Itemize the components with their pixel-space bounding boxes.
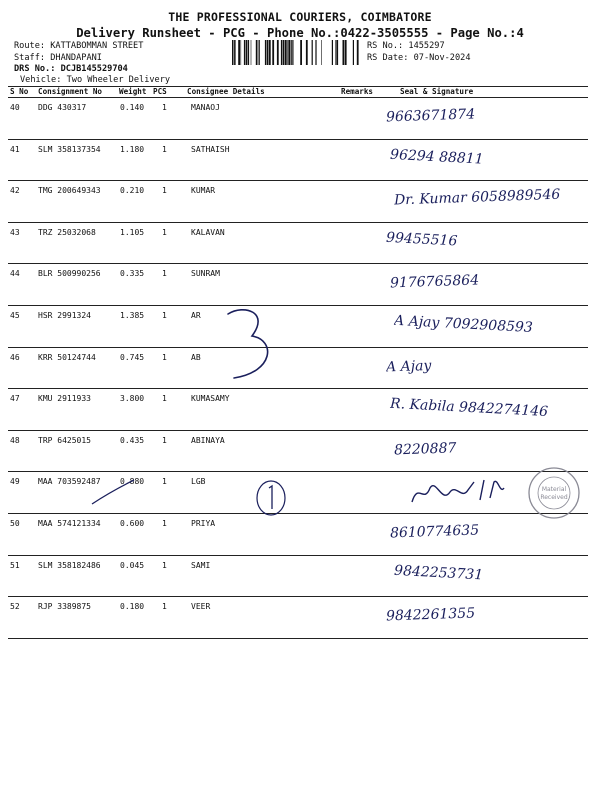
cell-pcs: 1	[162, 227, 167, 237]
staff-line	[14, 53, 102, 63]
cell-pcs: 1	[162, 186, 167, 196]
barcode-bar	[251, 40, 252, 65]
drs-label: DRS No.:	[14, 64, 56, 74]
cell-weight: 0.880	[120, 477, 145, 487]
barcode-bar	[258, 40, 259, 65]
runsheet-title: Delivery Runsheet - PCG - Phone No.:0422-3505555 - Page No.:4	[76, 26, 524, 40]
barcode-bar	[234, 40, 235, 65]
cell-pcs: 1	[162, 144, 167, 154]
cell-consignee: ABINAYA	[191, 435, 225, 445]
staff-value: DHANDAPANI	[50, 53, 102, 63]
cell-consignee: KALAVAN	[191, 227, 225, 237]
handwritten-circled-1-mark	[254, 478, 288, 518]
col-sno-header: S No	[10, 87, 29, 96]
cell-consignee: KUMASAMY	[191, 394, 230, 404]
col-remarks-header: Remarks	[341, 87, 374, 96]
delivery-table	[8, 86, 588, 626]
table-row	[8, 223, 588, 265]
cell-consignee: LGB	[191, 477, 206, 487]
table-row	[8, 306, 588, 348]
barcode-bar	[315, 40, 316, 65]
barcode-bar	[292, 40, 293, 65]
cell-consignee: MANAOJ	[191, 103, 220, 112]
barcode-bar	[265, 40, 266, 65]
table-row	[8, 514, 588, 556]
col-consignee-header: Consignee Details	[187, 87, 265, 96]
cell-consignment: RJP 3389875	[38, 602, 91, 612]
handwritten-signature: 96294 88811	[389, 146, 484, 168]
barcode-bar	[335, 40, 336, 65]
cell-sno: 43	[10, 227, 20, 237]
cell-consignee: SAMI	[191, 560, 211, 570]
handwritten-signature: A Ajay 7092908593	[393, 312, 534, 337]
barcode-bar	[272, 40, 274, 65]
col-weight-header: Weight	[119, 87, 147, 96]
cell-consignee: SUNRAM	[191, 269, 220, 279]
handwritten-signature: A Ajay	[385, 357, 432, 376]
cell-consignee: KUMAR	[191, 186, 216, 196]
stamp-line-2: Received	[540, 494, 568, 501]
cell-consignment: SLM 358137354	[38, 144, 101, 154]
cell-pcs: 1	[162, 435, 167, 445]
cell-pcs: 1	[162, 352, 167, 362]
barcode-bar	[288, 40, 290, 65]
cell-pcs: 1	[162, 519, 167, 528]
cell-pcs: 1	[162, 602, 167, 612]
handwritten-signature: 9663671874	[385, 106, 476, 126]
barcode-bar	[285, 40, 287, 65]
rs-date-value: 07-Nov-2024	[413, 53, 471, 63]
col-seal-header: Seal & Signature	[400, 87, 474, 96]
table-row	[8, 389, 588, 431]
barcode-bar	[321, 40, 322, 65]
rs-date-label: RS Date:	[367, 53, 409, 63]
barcode-bar	[343, 40, 345, 65]
cell-weight: 0.140	[120, 103, 145, 112]
barcode-bar	[306, 40, 308, 65]
handwritten-signature: 9842261355	[385, 605, 476, 625]
table-row	[8, 140, 588, 182]
cell-weight: 0.210	[120, 186, 145, 196]
barcode-bar	[277, 40, 279, 65]
cell-weight: 1.105	[120, 227, 145, 237]
cell-sno: 51	[10, 560, 20, 570]
table-row	[8, 264, 588, 306]
cell-consignee: VEER	[191, 602, 211, 612]
cell-weight: 1.180	[120, 144, 145, 154]
cell-consignment: MAA 574121334	[38, 519, 101, 528]
handwritten-signature: 8610774635	[389, 522, 480, 542]
col-pcs-header: PCS	[153, 87, 167, 96]
barcode-bar	[256, 40, 257, 65]
cell-consignee: SATHAISH	[191, 144, 230, 154]
table-row	[8, 556, 588, 598]
cell-consignment: TRP 6425015	[38, 435, 91, 445]
cell-pcs: 1	[162, 477, 167, 487]
cell-sno: 42	[10, 186, 20, 196]
table-row	[8, 431, 588, 473]
barcode-bar	[281, 40, 282, 65]
handwritten-signature: R. Kabila 9842274146	[389, 395, 549, 421]
barcode-bar	[336, 40, 338, 65]
barcode-bar	[300, 40, 302, 65]
cell-sno: 46	[10, 352, 20, 362]
cell-sno: 40	[10, 103, 20, 112]
table-row	[8, 597, 588, 639]
cell-consignee: AR	[191, 311, 201, 320]
cell-sno: 49	[10, 477, 20, 487]
barcode-bar	[357, 40, 359, 65]
cell-pcs: 1	[162, 311, 167, 320]
cell-sno: 41	[10, 144, 20, 154]
drs-line	[14, 64, 128, 74]
cell-weight: 1.385	[120, 311, 145, 320]
barcode-bar	[232, 40, 233, 65]
handwritten-signature: 9176765864	[389, 272, 480, 292]
barcode-bar	[244, 40, 245, 65]
barcode-bar	[269, 40, 271, 65]
barcode-bar	[312, 40, 313, 65]
barcode-bar	[235, 40, 236, 65]
cell-sno: 52	[10, 602, 20, 612]
staff-label: Staff:	[14, 53, 46, 63]
cell-pcs: 1	[162, 103, 167, 112]
cell-weight: 0.335	[120, 269, 145, 279]
barcode-bar	[267, 40, 269, 65]
material-received-stamp	[526, 466, 582, 520]
handwritten-signature: 99455516	[385, 229, 458, 250]
col-consignment-header: Consignment No	[38, 87, 103, 96]
barcode-bar	[345, 40, 347, 65]
cell-weight: 0.600	[120, 519, 145, 528]
cell-consignee: AB	[191, 352, 201, 362]
handwritten-tick-mark	[90, 478, 136, 508]
table-row	[8, 348, 588, 390]
cell-consignment: MAA 703592487	[38, 477, 101, 487]
cell-pcs: 1	[162, 560, 167, 570]
cell-weight: 3.800	[120, 394, 145, 404]
rs-date-line	[367, 53, 471, 63]
rs-no-line	[367, 41, 445, 51]
rs-no-label: RS No.:	[367, 41, 404, 51]
cell-consignment: TMG 200649343	[38, 186, 101, 196]
barcode-bar	[238, 40, 240, 65]
table-row	[8, 181, 588, 223]
cell-weight: 0.745	[120, 352, 145, 362]
cell-sno: 44	[10, 269, 20, 279]
barcode-bar	[259, 40, 260, 65]
cell-consignment: BLR 500990256	[38, 269, 101, 279]
barcode-bar	[353, 40, 354, 65]
handwritten-signature: 9842253731	[393, 562, 484, 584]
route-value: KATTABOMMAN STREET	[50, 41, 144, 51]
barcode-bar	[291, 40, 292, 65]
cell-weight: 0.045	[120, 560, 145, 570]
barcode-bar	[248, 40, 249, 65]
cell-consignment: HSR 2991324	[38, 311, 91, 320]
cell-pcs: 1	[162, 269, 167, 279]
barcode-bar	[316, 40, 317, 65]
cell-consignment: KRR 50124744	[38, 352, 96, 362]
stamp-line-1: Material	[541, 486, 567, 493]
signature-scrawl	[408, 474, 518, 510]
handwritten-3-mark	[222, 306, 282, 384]
table-row	[8, 98, 588, 140]
cell-sno: 47	[10, 394, 20, 404]
row-rule	[8, 638, 588, 639]
route-line	[14, 41, 143, 51]
barcode-bar	[246, 40, 248, 65]
cell-consignment: SLM 358182486	[38, 560, 101, 570]
barcode-bar	[283, 40, 285, 65]
rs-no-value: 1455297	[408, 41, 445, 51]
cell-pcs: 1	[162, 394, 167, 404]
cell-sno: 48	[10, 435, 20, 445]
handwritten-signature: Dr. Kumar 6058989546	[393, 186, 561, 209]
cell-weight: 0.180	[120, 602, 145, 612]
barcode-bar	[287, 40, 288, 65]
cell-weight: 0.435	[120, 435, 145, 445]
cell-consignment: DDG 430317	[38, 103, 87, 112]
company-name: THE PROFESSIONAL COURIERS, COIMBATORE	[168, 10, 432, 24]
barcode-bar	[332, 40, 333, 65]
cell-consignment: KMU 2911933	[38, 394, 91, 404]
drs-value: DCJB145529704	[60, 64, 128, 74]
cell-consignee: PRIYA	[191, 519, 216, 528]
vehicle-label: Vehicle:	[20, 75, 62, 85]
barcode-image	[232, 40, 360, 65]
route-label: Route:	[14, 41, 46, 51]
cell-sno: 50	[10, 519, 20, 528]
handwritten-signature: 8220887	[393, 440, 457, 459]
vehicle-value: Two Wheeler Delivery	[66, 75, 171, 85]
cell-sno: 45	[10, 311, 20, 320]
barcode-bar	[241, 40, 242, 65]
vehicle-line	[20, 75, 170, 85]
cell-consignment: TRZ 25032068	[38, 227, 96, 237]
